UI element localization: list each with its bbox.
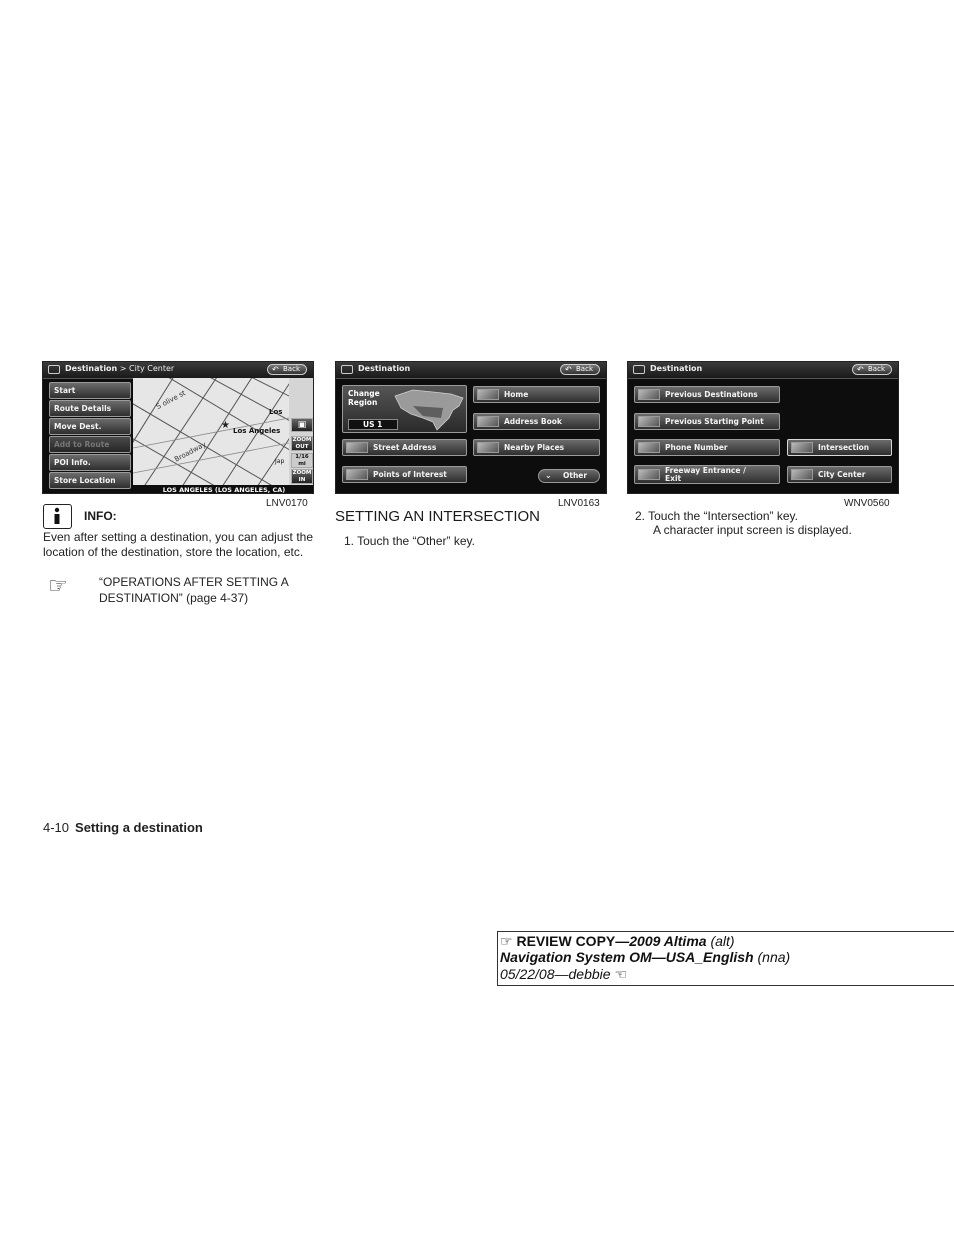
previous-starting-point-icon xyxy=(638,416,660,427)
chevron-down-icon: ⌄ xyxy=(545,471,552,480)
home-icon xyxy=(477,389,499,400)
street-address-icon xyxy=(346,442,368,453)
store-location-button[interactable]: Store Location xyxy=(49,472,131,489)
figure-code: WNV0560 xyxy=(844,498,890,509)
previous-destinations-button[interactable]: Previous Destinations xyxy=(634,386,780,403)
other-button[interactable]: ⌄ Other xyxy=(538,469,600,483)
pointing-hand-icon: ☞ xyxy=(500,933,513,949)
change-region-button[interactable] xyxy=(342,385,467,433)
route-details-button[interactable]: Route Details xyxy=(49,400,131,417)
move-dest-button[interactable]: Move Dest. xyxy=(49,418,131,435)
destination-icon xyxy=(633,365,645,374)
nav-screen-destination-other xyxy=(627,361,899,494)
zoom-in-button[interactable]: ZOOM IN xyxy=(292,470,312,483)
review-line-3: 05/22/08—debbie ☜ xyxy=(500,966,627,982)
street-label: S olive st xyxy=(154,388,187,412)
points-of-interest-icon xyxy=(346,469,368,480)
poi-info-button[interactable]: POI Info. xyxy=(49,454,131,471)
street-address-button[interactable]: Street Address xyxy=(342,439,467,456)
figure-code: LNV0163 xyxy=(558,498,600,509)
destination-star-icon: ★ xyxy=(221,420,230,431)
intersection-button[interactable]: Intersection xyxy=(787,439,892,456)
intersection-icon xyxy=(791,442,813,453)
screen-header xyxy=(43,362,313,379)
footer-section: Setting a destination xyxy=(75,820,203,835)
page-number: 4-10 xyxy=(43,820,70,835)
step-2: 2. Touch the “Intersection” key. xyxy=(635,509,798,523)
figure-code: LNV0170 xyxy=(266,498,308,509)
address-book-icon xyxy=(477,416,499,427)
review-copy-stamp xyxy=(497,931,954,986)
street-label: Broadway xyxy=(173,440,208,464)
page-footer xyxy=(43,820,203,835)
nav-screen-destination xyxy=(335,361,607,494)
address-book-button[interactable]: Address Book xyxy=(473,413,600,430)
previous-starting-point-button[interactable]: Previous Starting Point xyxy=(634,413,780,430)
city-center-button[interactable]: City Center xyxy=(787,466,892,483)
review-line-1: ☞ REVIEW COPY—2009 Altima (alt) xyxy=(500,933,735,949)
info-glyph xyxy=(44,505,70,527)
back-arrow-icon: ↶ xyxy=(272,365,279,374)
back-arrow-icon: ↶ xyxy=(857,365,864,374)
north-america-map-icon xyxy=(393,388,465,432)
nearby-places-icon xyxy=(477,442,499,453)
zoom-out-button[interactable]: ZOOM OUT xyxy=(292,437,312,450)
map-city-label: Los xyxy=(269,408,283,416)
info-text: Even after setting a destination, you can adjust the location of the destination, store the location, etc. xyxy=(43,530,313,559)
freeway-entrance-exit-button[interactable]: Freeway Entrance / Exit xyxy=(634,465,780,484)
pointing-hand-left-icon: ☜ xyxy=(614,966,627,982)
back-arrow-icon: ↶ xyxy=(565,365,572,374)
back-button[interactable]: ↶ Back xyxy=(267,364,307,375)
step-1: 1. Touch the “Other” key. xyxy=(344,534,475,548)
map-city-label: Jap xyxy=(275,458,285,465)
section-heading: SETTING AN INTERSECTION xyxy=(335,508,541,525)
destination-icon xyxy=(48,365,60,374)
info-icon xyxy=(43,504,72,529)
region-value: US 1 xyxy=(348,419,398,430)
screen-title: Destination > City Center xyxy=(65,364,175,373)
info-label: INFO: xyxy=(84,509,117,523)
map-scale: 1/16 mi xyxy=(291,453,313,468)
map-save-icon[interactable]: ▣ xyxy=(291,418,313,432)
map-view[interactable] xyxy=(133,378,289,485)
review-line-2: Navigation System OM—USA_English (nna) xyxy=(500,949,791,965)
points-of-interest-button[interactable]: Points of Interest xyxy=(342,466,467,483)
back-button[interactable]: ↶ Back xyxy=(560,364,600,375)
pointing-hand-icon: ☞ xyxy=(48,574,68,599)
add-to-route-button[interactable]: Add to Route xyxy=(49,436,131,453)
screen-title: Destination xyxy=(650,364,703,373)
start-button[interactable]: Start xyxy=(49,382,131,399)
region-label: Change Region xyxy=(348,389,380,407)
cross-reference: “OPERATIONS AFTER SETTING A DESTINATION” (page 4-37) xyxy=(99,575,289,605)
map-city-label: Los Angeles xyxy=(233,427,281,435)
city-center-icon xyxy=(791,469,813,480)
freeway-icon xyxy=(638,469,660,480)
home-button[interactable]: Home xyxy=(473,386,600,403)
nearby-places-button[interactable]: Nearby Places xyxy=(473,439,600,456)
map-location-status: LOS ANGELES (LOS ANGELES, CA) xyxy=(133,485,314,494)
step-2-detail: A character input screen is displayed. xyxy=(653,523,852,537)
destination-icon xyxy=(341,365,353,374)
phone-number-button[interactable]: Phone Number xyxy=(634,439,780,456)
back-button[interactable]: ↶ Back xyxy=(852,364,892,375)
screen-header xyxy=(336,362,606,379)
screen-header xyxy=(628,362,898,379)
nav-screen-city-center xyxy=(42,361,314,494)
phone-number-icon xyxy=(638,442,660,453)
previous-destinations-icon xyxy=(638,389,660,400)
screen-title: Destination xyxy=(358,364,411,373)
